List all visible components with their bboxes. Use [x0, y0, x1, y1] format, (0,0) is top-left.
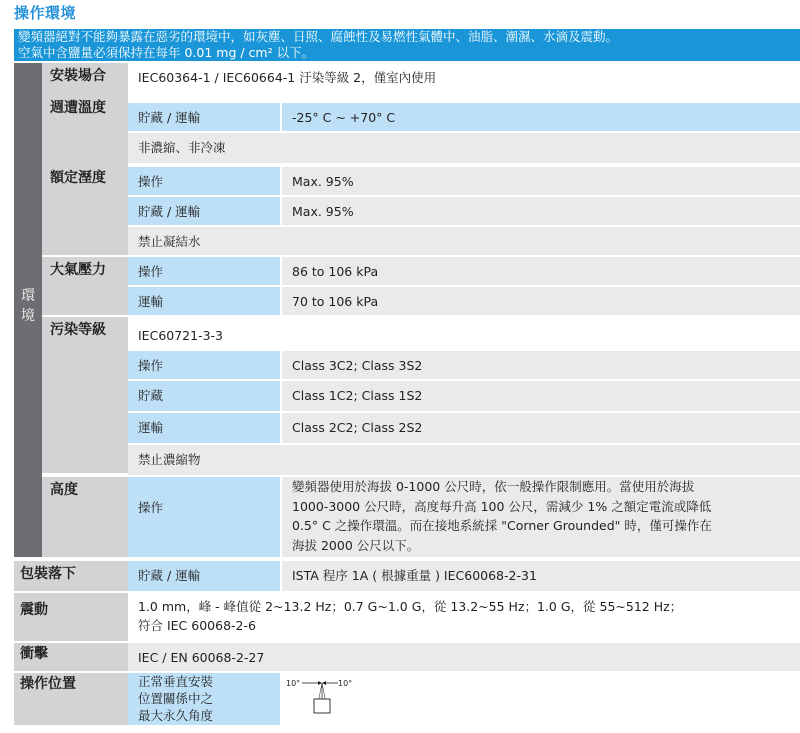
temperature-label: 週遭溫度 [42, 95, 128, 165]
altitude-line-1: 變頻器使用於海拔 0-1000 公尺時，依一般操作限制應用。當使用於海拔 [292, 479, 695, 494]
operating-position-label: 操作位置 [14, 673, 128, 725]
package-drop-label: 包裝落下 [14, 561, 128, 591]
shock-value: IEC / EN 60068-2-27 [128, 643, 800, 671]
temperature-storage-label: 貯藏 / 運輸 [128, 103, 280, 131]
pollution-storage-value: Class 1C2; Class 1S2 [282, 381, 800, 411]
environment-band-char-1: 環 [21, 288, 35, 304]
humidity-operation-label: 操作 [128, 167, 280, 195]
spec-table [14, 63, 800, 733]
environment-band-char-2: 境 [21, 308, 35, 324]
pollution-operation-label: 操作 [128, 351, 280, 379]
pollution-label: 污染等級 [42, 317, 128, 473]
angle-left-label: 10° [286, 679, 301, 688]
drive-box [314, 699, 330, 713]
operating-position-diagram-cell [282, 673, 800, 725]
humidity-storage-label: 貯藏 / 運輸 [128, 197, 280, 225]
pollution-transport-label: 運輸 [128, 413, 280, 443]
install-value: IEC60364-1 / IEC60664-1 汙染等級 2，僅室內使用 [128, 63, 800, 95]
pressure-transport-value: 70 to 106 kPa [282, 287, 800, 315]
pressure-transport-label: 運輸 [128, 287, 280, 315]
humidity-storage-value: Max. 95% [282, 197, 800, 225]
pollution-storage-label: 貯藏 [128, 381, 280, 411]
humidity-note: 禁止凝結水 [128, 227, 800, 255]
temperature-note: 非濃縮、非冷凍 [128, 133, 800, 163]
position-line-3: 最大永久角度 [138, 708, 214, 723]
section-title: 操作環境 [14, 4, 77, 22]
altitude-line-4: 海拔 2000 公尺以下。 [292, 537, 420, 553]
arrow-right-head [322, 681, 326, 685]
vibration-line-2: 符合 IEC 60068-2-6 [138, 618, 256, 633]
mounting-angle-diagram [282, 673, 402, 725]
package-drop-value: ISTA 程序 1A ( 根據重量 ) IEC60068-2-31 [282, 561, 800, 591]
position-line-2: 位置關係中之 [138, 691, 214, 706]
pollution-transport-value: Class 2C2; Class 2S2 [282, 413, 800, 443]
install-label: 安裝場合 [42, 63, 128, 95]
position-line-1: 正常垂直安裝 [138, 674, 214, 689]
pollution-operation-value: Class 3C2; Class 3S2 [282, 351, 800, 379]
package-drop-storage-label: 貯藏 / 運輸 [128, 561, 280, 591]
humidity-label: 額定溼度 [42, 165, 128, 255]
arrow-left-head [318, 681, 322, 685]
humidity-operation-value: Max. 95% [282, 167, 800, 195]
shock-label: 衝擊 [14, 643, 128, 671]
vibration-label: 震動 [14, 593, 128, 641]
vibration-value [128, 593, 800, 641]
pollution-standard: IEC60721-3-3 [128, 319, 800, 349]
altitude-line-2: 1000-3000 公尺時，高度每升高 100 公尺，需減少 1% 之額定電流或降低 [292, 498, 712, 514]
intro-banner [14, 29, 800, 61]
intro-line-2: 空氣中含鹽量必須保持在每年 0.01 mg / cm² 以下。 [18, 45, 315, 60]
altitude-line-3: 0.5° C 之操作環溫。而在接地系統採 "Corner Grounded" 時，僅可操作在 [292, 518, 712, 533]
environment-band [14, 63, 42, 557]
operating-position-description [128, 673, 280, 725]
angle-right-label: 10° [338, 679, 353, 688]
pressure-label: 大氣壓力 [42, 257, 128, 315]
pressure-operation-value: 86 to 106 kPa [282, 257, 800, 285]
pollution-note: 禁止濃縮物 [128, 445, 800, 475]
temperature-storage-value: -25° C ~ +70° C [282, 103, 800, 131]
intro-line-1: 變頻器絕對不能夠暴露在惡劣的環境中，如灰塵、日照、腐蝕性及易燃性氣體中、油脂、潮濕、水滴及震動。 [18, 29, 619, 44]
pressure-operation-label: 操作 [128, 257, 280, 285]
altitude-value [282, 477, 800, 557]
altitude-operation-label: 操作 [128, 477, 280, 557]
altitude-label: 高度 [42, 477, 128, 557]
vibration-line-1: 1.0 mm，峰 - 峰值從 2~13.2 Hz；0.7 G~1.0 G，從 13.2~55 Hz；1.0 G，從 55~512 Hz； [138, 599, 683, 614]
